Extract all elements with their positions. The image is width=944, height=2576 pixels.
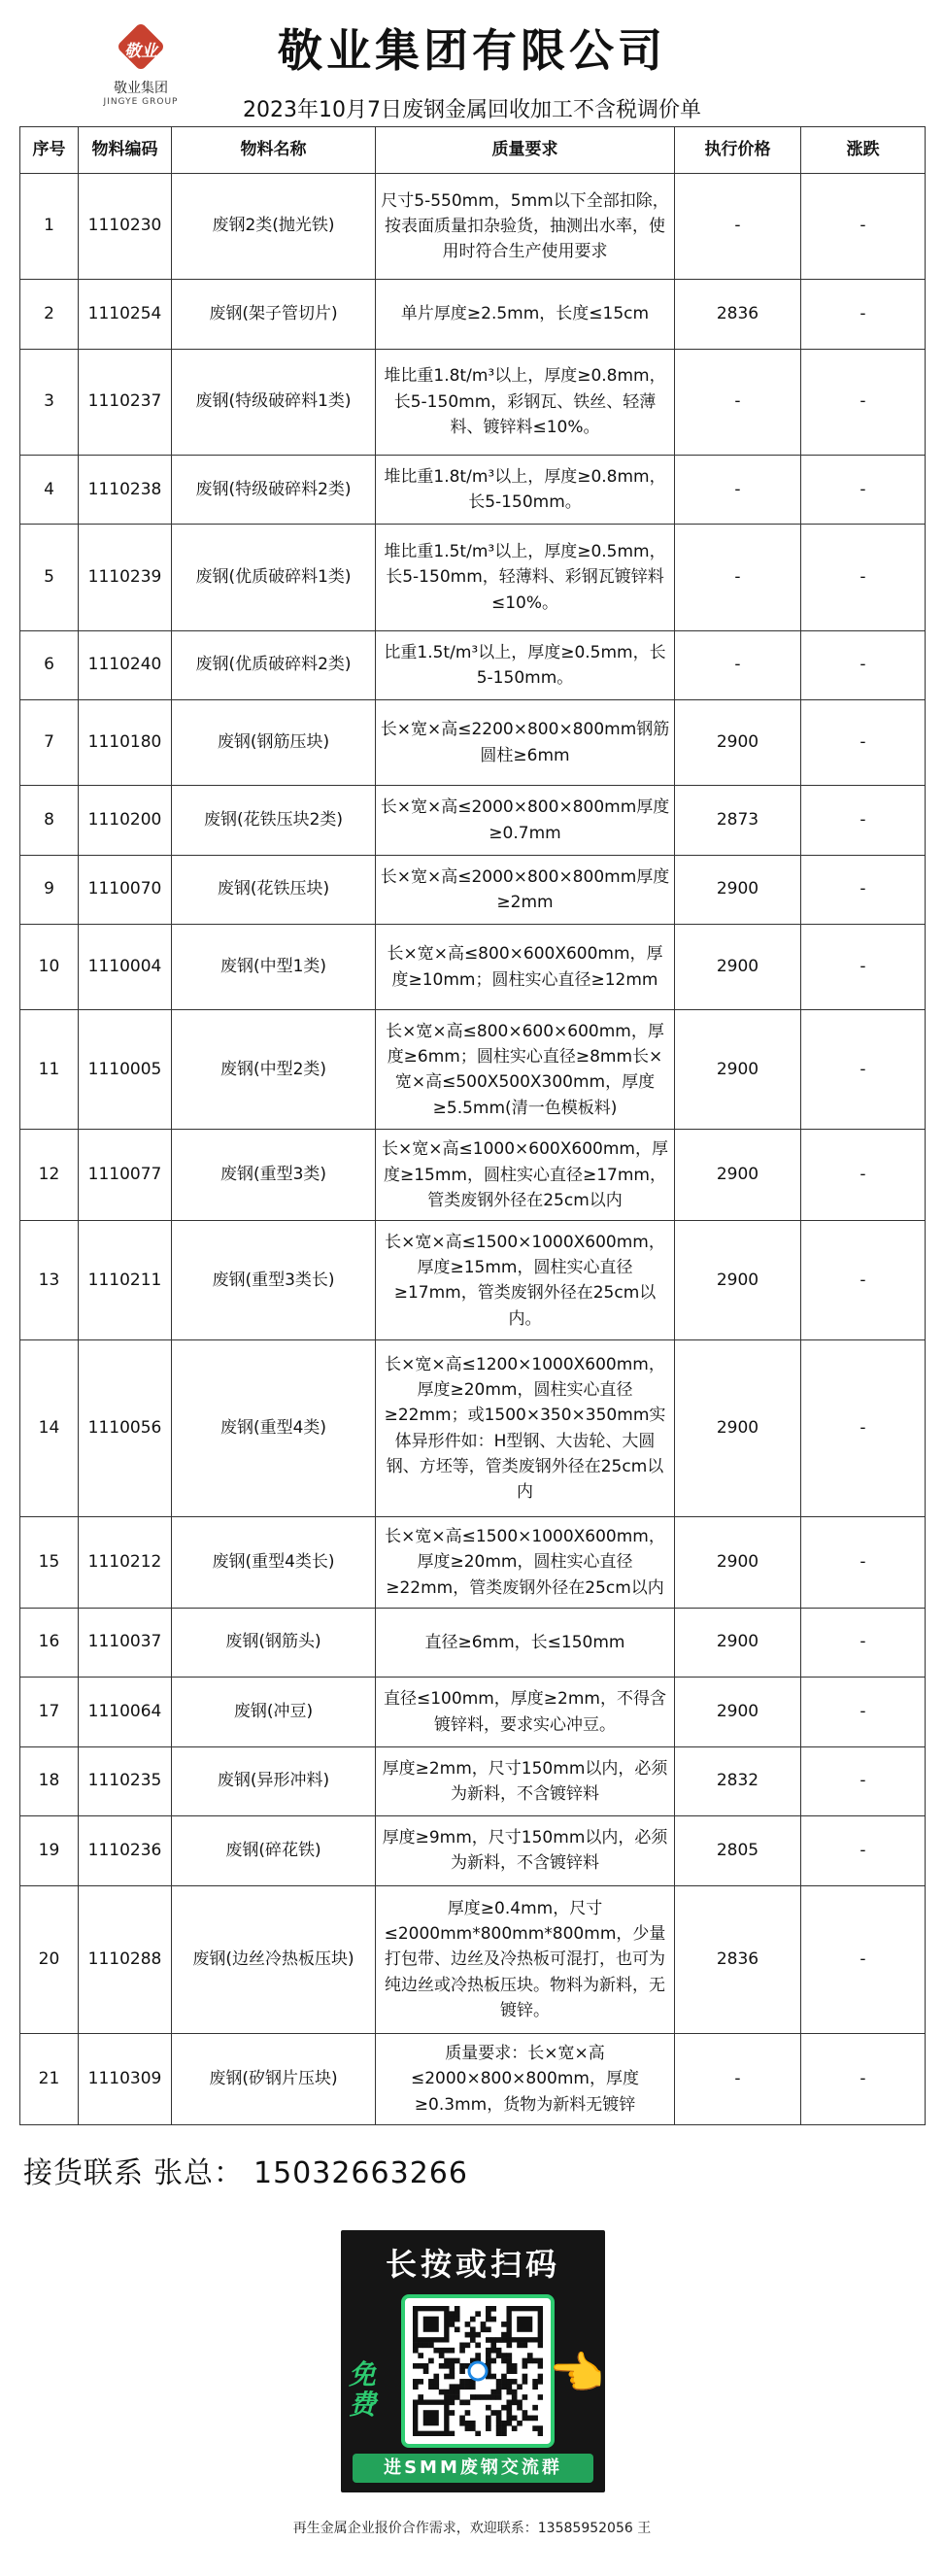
quality-requirement: 比重1.5t/m³以上，厚度≥0.5mm，长5-150mm。 bbox=[376, 630, 675, 699]
material-name: 废钢(架子管切片) bbox=[172, 280, 376, 349]
execution-price: 2900 bbox=[675, 1221, 801, 1340]
table-row bbox=[20, 855, 926, 924]
table-row bbox=[20, 2034, 926, 2125]
row-index: 6 bbox=[20, 630, 79, 699]
row-index: 21 bbox=[20, 2034, 79, 2125]
quality-requirement: 长×宽×高≤800×600×600mm，厚度≥6mm；圆柱实心直径≥8mm长×宽×高≤500X500X300mm，厚度≥5.5mm(清一色模板料) bbox=[376, 1010, 675, 1130]
material-code: 1110254 bbox=[79, 280, 172, 349]
row-index: 20 bbox=[20, 1885, 79, 2034]
material-name: 废钢(特级破碎料1类) bbox=[172, 349, 376, 455]
price-change: - bbox=[801, 1517, 926, 1609]
row-index: 1 bbox=[20, 174, 79, 280]
table-row bbox=[20, 349, 926, 455]
price-change: - bbox=[801, 925, 926, 1010]
execution-price: - bbox=[675, 456, 801, 525]
price-change: - bbox=[801, 1221, 926, 1340]
qr-code-icon bbox=[413, 2306, 543, 2436]
quality-requirement: 尺寸5-550mm，5mm以下全部扣除，按表面质量扣杂验货，抽测出水率，使用时符合生产使用要求 bbox=[376, 174, 675, 280]
company-title: 敬业集团有限公司 bbox=[278, 24, 666, 77]
row-index: 7 bbox=[20, 700, 79, 786]
execution-price: - bbox=[675, 630, 801, 699]
free-badge: 免费 bbox=[349, 2358, 377, 2421]
quality-requirement: 堆比重1.5t/m³以上，厚度≥0.5mm，长5-150mm，轻薄料、彩钢瓦镀锌料≤10%。 bbox=[376, 525, 675, 630]
row-index: 2 bbox=[20, 280, 79, 349]
material-code: 1110180 bbox=[79, 700, 172, 786]
row-index: 17 bbox=[20, 1678, 79, 1746]
material-name: 废钢2类(抛光铁) bbox=[172, 174, 376, 280]
material-code: 1110077 bbox=[79, 1130, 172, 1221]
material-code: 1110211 bbox=[79, 1221, 172, 1340]
material-code: 1110309 bbox=[79, 2034, 172, 2125]
material-name: 废钢(重型4类长) bbox=[172, 1517, 376, 1609]
table-row bbox=[20, 1885, 926, 2034]
table-row bbox=[20, 1340, 926, 1517]
row-index: 18 bbox=[20, 1746, 79, 1815]
material-code: 1110064 bbox=[79, 1678, 172, 1746]
material-code: 1110200 bbox=[79, 786, 172, 855]
column-header: 序号 bbox=[20, 127, 79, 174]
price-change: - bbox=[801, 2034, 926, 2125]
row-index: 5 bbox=[20, 525, 79, 630]
material-name: 废钢(重型4类) bbox=[172, 1340, 376, 1517]
row-index: 14 bbox=[20, 1340, 79, 1517]
price-change: - bbox=[801, 700, 926, 786]
qr-join-banner: 进SMM废钢交流群 bbox=[353, 2454, 593, 2483]
execution-price: 2873 bbox=[675, 786, 801, 855]
column-header: 物料名称 bbox=[172, 127, 376, 174]
material-name: 废钢(中型2类) bbox=[172, 1010, 376, 1130]
row-index: 15 bbox=[20, 1517, 79, 1609]
material-name: 废钢(中型1类) bbox=[172, 925, 376, 1010]
material-code: 1110235 bbox=[79, 1746, 172, 1815]
table-row bbox=[20, 1010, 926, 1130]
price-change: - bbox=[801, 1010, 926, 1130]
material-name: 废钢(重型3类长) bbox=[172, 1221, 376, 1340]
row-index: 8 bbox=[20, 786, 79, 855]
material-name: 废钢(优质破碎料1类) bbox=[172, 525, 376, 630]
logo-mark-text: 敬业 bbox=[124, 42, 157, 61]
execution-price: 2900 bbox=[675, 1517, 801, 1609]
pointing-hand-icon: 👈 bbox=[549, 2347, 605, 2399]
row-index: 19 bbox=[20, 1816, 79, 1885]
table-row bbox=[20, 1746, 926, 1815]
row-index: 12 bbox=[20, 1130, 79, 1221]
quality-requirement: 长×宽×高≤1200×1000X600mm，厚度≥20mm，圆柱实心直径≥22mm；或1500×350×350mm实体异形件如：H型钢、大齿轮、大圆钢、方坯等，管类废钢外径在25cm以内 bbox=[376, 1340, 675, 1517]
table-row bbox=[20, 1130, 926, 1221]
material-code: 1110056 bbox=[79, 1340, 172, 1517]
table-row bbox=[20, 1517, 926, 1609]
table-row bbox=[20, 700, 926, 786]
quality-requirement: 长×宽×高≤1000×600X600mm，厚度≥15mm，圆柱实心直径≥17mm，管类废钢外径在25cm以内 bbox=[376, 1130, 675, 1221]
price-change: - bbox=[801, 1130, 926, 1221]
execution-price: - bbox=[675, 174, 801, 280]
price-change: - bbox=[801, 1746, 926, 1815]
quality-requirement: 长×宽×高≤1500×1000X600mm，厚度≥15mm，圆柱实心直径≥17mm，管类废钢外径在25cm以内。 bbox=[376, 1221, 675, 1340]
material-code: 1110240 bbox=[79, 630, 172, 699]
row-index: 11 bbox=[20, 1010, 79, 1130]
price-change: - bbox=[801, 525, 926, 630]
column-header: 物料编码 bbox=[79, 127, 172, 174]
price-table bbox=[19, 126, 926, 2125]
price-change: - bbox=[801, 1678, 926, 1746]
column-header: 执行价格 bbox=[675, 127, 801, 174]
material-code: 1110238 bbox=[79, 456, 172, 525]
quality-requirement: 堆比重1.8t/m³以上，厚度≥0.8mm，长5-150mm，彩钢瓦、铁丝、轻薄料、镀锌料≤10%。 bbox=[376, 349, 675, 455]
price-change: - bbox=[801, 456, 926, 525]
row-index: 4 bbox=[20, 456, 79, 525]
qr-code[interactable] bbox=[401, 2294, 555, 2448]
quality-requirement: 长×宽×高≤2000×800×800mm厚度≥2mm bbox=[376, 855, 675, 924]
execution-price: 2836 bbox=[675, 280, 801, 349]
footer-note: 再生金属企业报价合作需求，欢迎联系：13585952056 王 bbox=[292, 2521, 652, 2536]
material-name: 废钢(边丝冷热板压块) bbox=[172, 1885, 376, 2034]
execution-price: 2900 bbox=[675, 1609, 801, 1678]
material-name: 废钢(矽钢片压块) bbox=[172, 2034, 376, 2125]
price-change: - bbox=[801, 349, 926, 455]
table-row bbox=[20, 1221, 926, 1340]
material-code: 1110005 bbox=[79, 1010, 172, 1130]
row-index: 10 bbox=[20, 925, 79, 1010]
quality-requirement: 厚度≥9mm，尺寸150mm以内，必须为新料，不含镀锌料 bbox=[376, 1816, 675, 1885]
logo-subtitle: JINGYE GROUP bbox=[103, 97, 179, 107]
table-row bbox=[20, 1816, 926, 1885]
material-name: 废钢(重型3类) bbox=[172, 1130, 376, 1221]
material-name: 废钢(花铁压块2类) bbox=[172, 786, 376, 855]
price-change: - bbox=[801, 786, 926, 855]
document-subtitle: 2023年10月7日废钢金属回收加工不含税调价单 bbox=[243, 98, 701, 122]
material-code: 1110212 bbox=[79, 1517, 172, 1609]
quality-requirement: 直径≥6mm，长≤150mm bbox=[376, 1609, 675, 1678]
table-row bbox=[20, 786, 926, 855]
price-change: - bbox=[801, 1816, 926, 1885]
price-change: - bbox=[801, 1885, 926, 2034]
row-index: 3 bbox=[20, 349, 79, 455]
quality-requirement: 单片厚度≥2.5mm，长度≤15cm bbox=[376, 280, 675, 349]
table-header-row bbox=[20, 127, 926, 174]
material-code: 1110239 bbox=[79, 525, 172, 630]
quality-requirement: 长×宽×高≤2200×800×800mm钢筋圆柱≥6mm bbox=[376, 700, 675, 786]
execution-price: 2900 bbox=[675, 1130, 801, 1221]
quality-requirement: 质量要求：长×宽×高≤2000×800×800mm，厚度≥0.3mm，货物为新料无镀锌 bbox=[376, 2034, 675, 2125]
table-row bbox=[20, 456, 926, 525]
table-row bbox=[20, 1609, 926, 1678]
price-change: - bbox=[801, 1340, 926, 1517]
qr-promo-card[interactable] bbox=[341, 2230, 605, 2492]
material-name: 废钢(碎花铁) bbox=[172, 1816, 376, 1885]
table-row bbox=[20, 1678, 926, 1746]
execution-price: 2900 bbox=[675, 855, 801, 924]
row-index: 13 bbox=[20, 1221, 79, 1340]
material-code: 1110230 bbox=[79, 174, 172, 280]
quality-requirement: 长×宽×高≤2000×800×800mm厚度≥0.7mm bbox=[376, 786, 675, 855]
row-index: 16 bbox=[20, 1609, 79, 1678]
contact-line bbox=[23, 2149, 478, 2191]
material-name: 废钢(冲豆) bbox=[172, 1678, 376, 1746]
material-code: 1110004 bbox=[79, 925, 172, 1010]
row-index: 9 bbox=[20, 855, 79, 924]
table-row bbox=[20, 630, 926, 699]
column-header: 涨跌 bbox=[801, 127, 926, 174]
execution-price: 2900 bbox=[675, 1010, 801, 1130]
price-change: - bbox=[801, 630, 926, 699]
material-code: 1110037 bbox=[79, 1609, 172, 1678]
table-row bbox=[20, 525, 926, 630]
material-code: 1110236 bbox=[79, 1816, 172, 1885]
material-name: 废钢(异形冲料) bbox=[172, 1746, 376, 1815]
table-row bbox=[20, 925, 926, 1010]
execution-price: 2900 bbox=[675, 700, 801, 786]
price-change: - bbox=[801, 1609, 926, 1678]
table-row bbox=[20, 174, 926, 280]
contact-name: 张总： bbox=[153, 2156, 244, 2190]
column-header: 质量要求 bbox=[376, 127, 675, 174]
quality-requirement: 直径≤100mm，厚度≥2mm，不得含镀锌料，要求实心冲豆。 bbox=[376, 1678, 675, 1746]
quality-requirement: 厚度≥2mm，尺寸150mm以内，必须为新料，不含镀锌料 bbox=[376, 1746, 675, 1815]
logo-name: 敬业集团 bbox=[114, 81, 168, 96]
price-change: - bbox=[801, 855, 926, 924]
material-name: 废钢(钢筋头) bbox=[172, 1609, 376, 1678]
execution-price: - bbox=[675, 525, 801, 630]
contact-label: 接货联系 bbox=[23, 2156, 144, 2190]
execution-price: 2900 bbox=[675, 1340, 801, 1517]
execution-price: 2836 bbox=[675, 1885, 801, 2034]
execution-price: 2900 bbox=[675, 1678, 801, 1746]
document-header bbox=[0, 0, 944, 126]
qr-title: 长按或扫码 bbox=[385, 2246, 560, 2283]
material-name: 废钢(花铁压块) bbox=[172, 855, 376, 924]
quality-requirement: 长×宽×高≤800×600X600mm，厚度≥10mm；圆柱实心直径≥12mm bbox=[376, 925, 675, 1010]
material-code: 1110237 bbox=[79, 349, 172, 455]
material-code: 1110288 bbox=[79, 1885, 172, 2034]
material-name: 废钢(优质破碎料2类) bbox=[172, 630, 376, 699]
price-change: - bbox=[801, 280, 926, 349]
execution-price: 2805 bbox=[675, 1816, 801, 1885]
material-name: 废钢(钢筋压块) bbox=[172, 700, 376, 786]
execution-price: 2832 bbox=[675, 1746, 801, 1815]
material-name: 废钢(特级破碎料2类) bbox=[172, 456, 376, 525]
execution-price: - bbox=[675, 349, 801, 455]
execution-price: - bbox=[675, 2034, 801, 2125]
quality-requirement: 长×宽×高≤1500×1000X600mm，厚度≥20mm，圆柱实心直径≥22mm，管类废钢外径在25cm以内 bbox=[376, 1517, 675, 1609]
table-row bbox=[20, 280, 926, 349]
price-change: - bbox=[801, 174, 926, 280]
execution-price: 2900 bbox=[675, 925, 801, 1010]
contact-phone[interactable]: 15032663266 bbox=[253, 2156, 468, 2190]
quality-requirement: 堆比重1.8t/m³以上，厚度≥0.8mm，长5-150mm。 bbox=[376, 456, 675, 525]
material-code: 1110070 bbox=[79, 855, 172, 924]
quality-requirement: 厚度≥0.4mm，尺寸≤2000mm*800mm*800mm，少量打包带、边丝及冷热板可混打，也可为纯边丝或冷热板压块。物料为新料，无镀锌。 bbox=[376, 1885, 675, 2034]
